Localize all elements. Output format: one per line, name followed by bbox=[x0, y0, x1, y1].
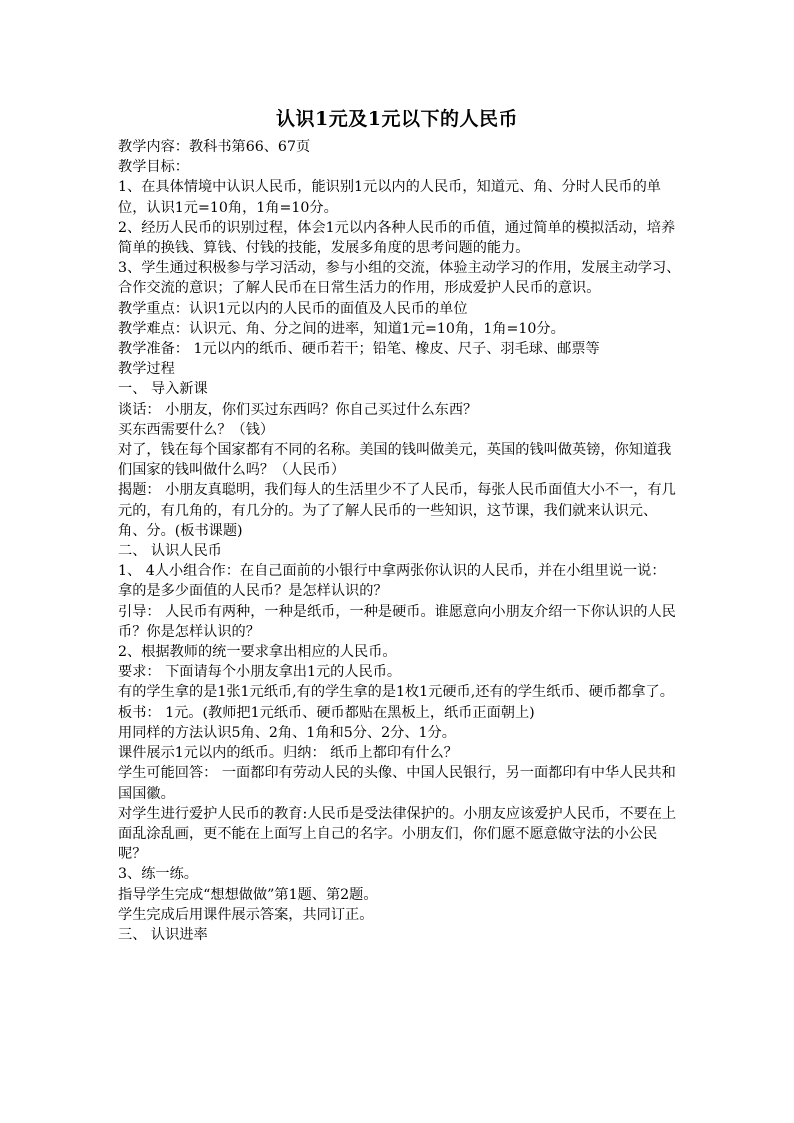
paragraph: 板书： 1元。(教师把1元纸币、硬币都贴在黑板上，纸币正面朝上) bbox=[118, 704, 535, 721]
paragraph: 教学准备： 1元以内的纸币、硬币若干；铅笔、橡皮、尺子、羽毛球、邮票等 bbox=[118, 341, 600, 358]
paragraph: 二、 认识人民币 bbox=[118, 543, 222, 560]
paragraph: 一、 导入新课 bbox=[118, 381, 208, 398]
paragraph: 指导学生完成“想想做做”第1题、第2题。 bbox=[118, 886, 378, 903]
paragraph: 有的学生拿的是1张1元纸币,有的学生拿的是1枚1元硬币,还有的学生纸币、硬币都拿了。 bbox=[118, 684, 674, 701]
paragraph: 谈话： 小朋友，你们买过东西吗？你自己买过什么东西？ bbox=[118, 401, 478, 418]
paragraph: 教学目标： bbox=[118, 159, 189, 176]
paragraph: 要求： 下面请每个小朋友拿出1元的人民币。 bbox=[118, 664, 402, 681]
paragraph: 对了，钱在每个国家都有不同的名称。美国的钱叫做美元，英国的钱叫做英镑，你知道我们国家的钱叫做什么吗？（人民币） bbox=[118, 442, 672, 479]
paragraph: 1、 4人小组合作：在自己面前的小银行中拿两张你认识的人民币，并在小组里说一说： 拿的是多少面值的人民币？是怎样认识的？ bbox=[118, 563, 666, 600]
paragraph: 1、在具体情境中认识人民币，能识别1元以内的人民币，知道元、角、分时人民币的单位，认识1元=10角，1角=10分。 bbox=[118, 179, 661, 216]
paragraph: 学生完成后用课件展示答案，共同订正。 bbox=[118, 906, 374, 923]
paragraph: 买东西需要什么？（钱） bbox=[118, 421, 275, 438]
paragraph: 教学内容：教科书第66、67页 bbox=[118, 139, 311, 155]
paragraph: 揭题： 小朋友真聪明，我们每人的生活里少不了人民币，每张人民币面值大小不一，有几元的，有几角的，有几分的。为了了解人民币的一些知识，这节课，我们就来认识元、角、分。(板书课题) bbox=[118, 482, 676, 539]
paragraph: 教学重点：认识1元以内的人民币的面值及人民币的单位 bbox=[118, 300, 468, 317]
paragraph: 2、经历人民币的识别过程，体会1元以内各种人民币的币值，通过简单的模拟活动，培养简单的换钱、算钱、付钱的技能，发展多角度的思考问题的能力。 bbox=[118, 219, 676, 257]
document-title: 认识1元及1元以下的人民币 bbox=[276, 108, 518, 130]
paragraph: 用同样的方法认识5角、2角、1角和5分、2分、1分。 bbox=[118, 724, 456, 741]
paragraph: 3、练一练。 bbox=[118, 866, 198, 883]
paragraph: 对学生进行爱护人民币的教育:人民币是受法律保护的。小朋友应该爱护人民币，不要在上面乱涂乱画，更不能在上面写上自己的名字。小朋友们，你们愿不愿意做守法的小公民呢？ bbox=[118, 805, 677, 863]
paragraph: 教学过程 bbox=[118, 361, 175, 378]
paragraph: 教学难点：认识元、角、分之间的进率，知道1元=10角，1角=10分。 bbox=[118, 320, 565, 337]
paragraph: 2、根据教师的统一要求拿出相应的人民币。 bbox=[118, 644, 397, 661]
paragraph: 引导： 人民币有两种，一种是纸币，一种是硬币。谁愿意向小朋友介绍一下你认识的人民币？你是怎样认识的？ bbox=[118, 603, 676, 640]
paragraph: 三、 认识进率 bbox=[118, 926, 208, 943]
paragraph: 3、学生通过积极参与学习活动，参与小组的交流，体验主动学习的作用，发展主动学习、合作交流的意识；了解人民币在日常生活力的作用，形成爱护人民币的意识。 bbox=[118, 260, 681, 297]
paragraph: 学生可能回答： 一面都印有劳动人民的头像、中国人民银行，另一面都印有中华人民共和国国徽。 bbox=[118, 765, 676, 802]
paragraph: 课件展示1元以内的纸币。归纳： 纸币上都印有什么？ bbox=[118, 745, 458, 762]
document-body bbox=[118, 137, 683, 945]
